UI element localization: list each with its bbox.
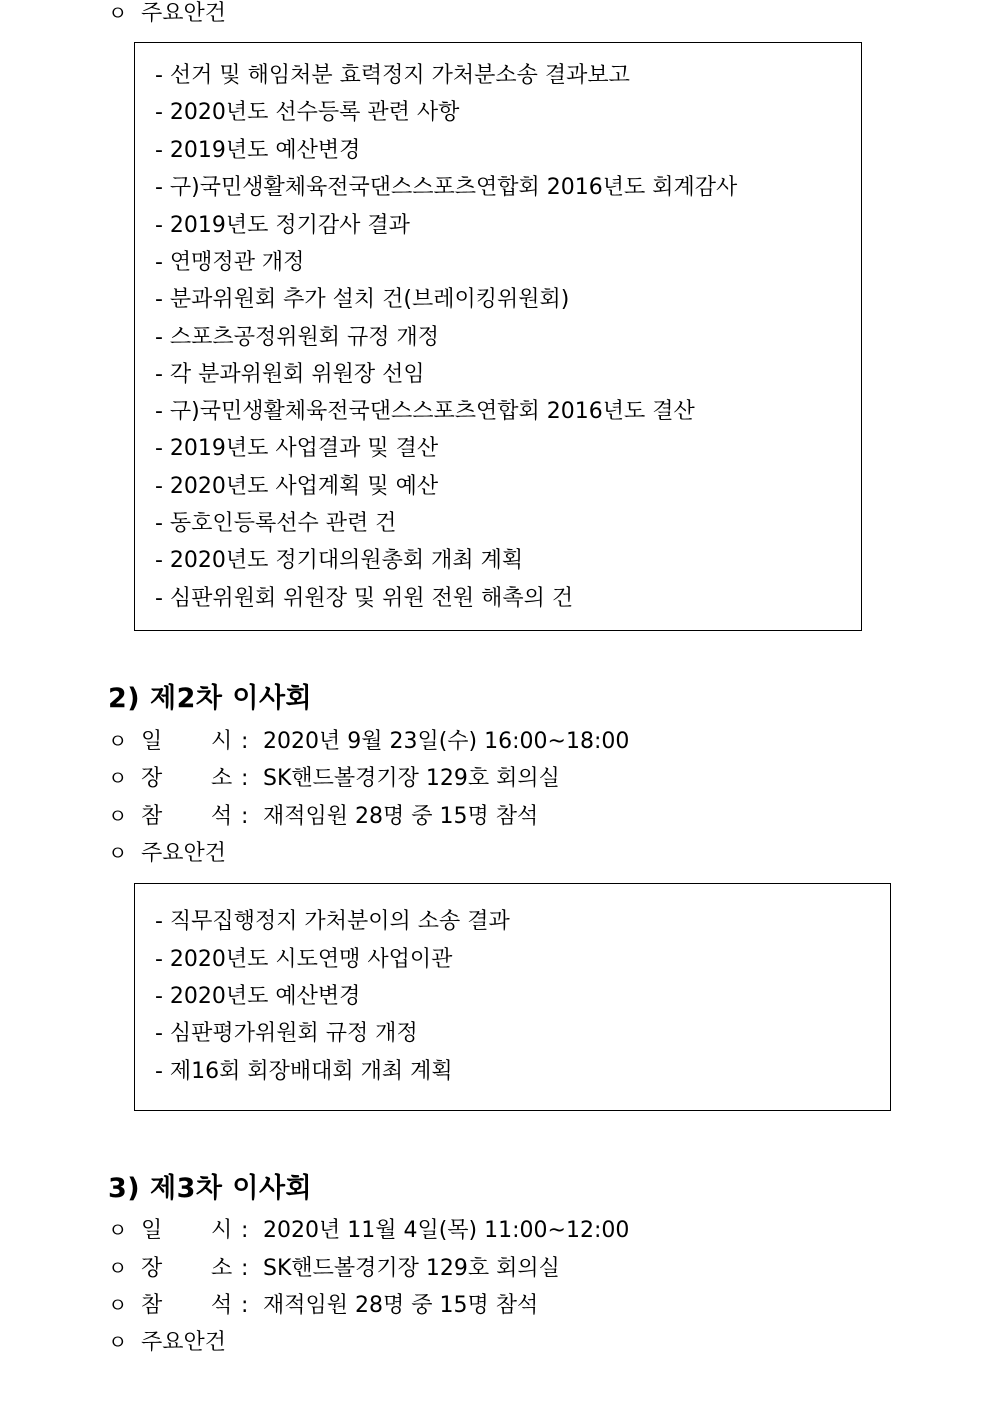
detail-attendance-3	[108, 1288, 538, 1322]
bullet-icon: ㅇ	[108, 804, 128, 828]
agenda-item: - 구)국민생활체육전국댄스스포츠연합회 2016년도 결산	[155, 399, 695, 424]
detail-key-last: 석	[211, 1293, 233, 1318]
detail-separator: :	[241, 804, 249, 829]
agenda-item: - 심판위원회 위원장 및 위원 전원 해촉의 건	[155, 586, 574, 611]
agenda-item: - 2020년도 예산변경	[155, 984, 361, 1009]
detail-separator: :	[241, 1293, 249, 1318]
detail-key	[141, 1289, 241, 1323]
agenda-item: - 분과위원회 추가 설치 건(브레이킹위원회)	[155, 287, 570, 312]
agenda-item: - 구)국민생활체육전국댄스스포츠연합회 2016년도 회계감사	[155, 175, 738, 200]
detail-separator: :	[241, 1218, 249, 1243]
detail-key	[141, 1214, 241, 1248]
agenda-box-1	[134, 42, 862, 631]
detail-key-first: 참	[141, 1293, 163, 1318]
agenda-label: 주요안건	[141, 1, 227, 26]
agenda-item: - 선거 및 해임처분 효력정지 가처분소송 결과보고	[155, 63, 630, 88]
agenda-box-2	[134, 883, 891, 1111]
bullet-icon: ㅇ	[108, 1, 128, 25]
detail-separator: :	[241, 766, 249, 791]
detail-separator: :	[241, 1256, 249, 1281]
agenda-heading-1	[108, 0, 226, 30]
section-title-3: 3) 제3차 이사회	[108, 1173, 313, 1204]
agenda-heading-2	[108, 836, 226, 870]
detail-key-first: 일	[141, 1218, 163, 1243]
detail-separator: :	[241, 729, 249, 754]
agenda-label: 주요안건	[141, 1330, 227, 1355]
detail-place-3	[108, 1251, 560, 1285]
bullet-icon: ㅇ	[108, 729, 128, 753]
bullet-icon: ㅇ	[108, 841, 128, 865]
agenda-item: - 2019년도 예산변경	[155, 138, 361, 163]
detail-key-last: 소	[211, 766, 233, 791]
detail-key	[141, 800, 241, 834]
detail-attendance-2	[108, 799, 538, 833]
agenda-item: - 2020년도 사업계획 및 예산	[155, 474, 439, 499]
detail-value: SK핸드볼경기장 129호 회의실	[263, 766, 560, 791]
detail-key-first: 일	[141, 729, 163, 754]
detail-date-3	[108, 1213, 629, 1247]
detail-key	[141, 725, 241, 759]
agenda-item: - 2019년도 사업결과 및 결산	[155, 436, 439, 461]
agenda-item: - 2020년도 정기대의원총회 개최 계획	[155, 548, 524, 573]
detail-key-first: 장	[141, 766, 163, 791]
detail-key	[141, 1252, 241, 1286]
bullet-icon: ㅇ	[108, 766, 128, 790]
agenda-item: - 연맹정관 개정	[155, 250, 305, 275]
agenda-label: 주요안건	[141, 841, 227, 866]
agenda-item: - 2020년도 선수등록 관련 사항	[155, 100, 460, 125]
agenda-item: - 심판평가위원회 규정 개정	[155, 1021, 418, 1046]
detail-value: 재적임원 28명 중 15명 참석	[263, 1293, 539, 1318]
agenda-item: - 2020년도 시도연맹 사업이관	[155, 947, 453, 972]
agenda-item: - 스포츠공정위원회 규정 개정	[155, 325, 439, 350]
bullet-icon: ㅇ	[108, 1218, 128, 1242]
agenda-item: - 각 분과위원회 위원장 선임	[155, 362, 425, 387]
detail-date-2	[108, 724, 629, 758]
section-title-2: 2) 제2차 이사회	[108, 683, 313, 714]
detail-key-last: 석	[211, 804, 233, 829]
detail-key-last: 소	[211, 1256, 233, 1281]
agenda-item: - 2019년도 정기감사 결과	[155, 213, 410, 238]
detail-key-first: 참	[141, 804, 163, 829]
detail-key	[141, 762, 241, 796]
detail-key-last: 시	[211, 729, 233, 754]
detail-value: 2020년 9월 23일(수) 16:00~18:00	[263, 729, 630, 754]
detail-key-last: 시	[211, 1218, 233, 1243]
detail-place-2	[108, 761, 560, 795]
detail-value: 재적임원 28명 중 15명 참석	[263, 804, 539, 829]
agenda-item: - 직무집행정지 가처분이의 소송 결과	[155, 909, 510, 934]
bullet-icon: ㅇ	[108, 1256, 128, 1280]
agenda-item: - 제16회 회장배대회 개최 계획	[155, 1059, 453, 1084]
agenda-heading-3	[108, 1325, 226, 1359]
detail-value: 2020년 11월 4일(목) 11:00~12:00	[263, 1218, 630, 1243]
detail-key-first: 장	[141, 1256, 163, 1281]
detail-value: SK핸드볼경기장 129호 회의실	[263, 1256, 560, 1281]
agenda-item: - 동호인등록선수 관련 건	[155, 511, 397, 536]
bullet-icon: ㅇ	[108, 1293, 128, 1317]
bullet-icon: ㅇ	[108, 1330, 128, 1354]
